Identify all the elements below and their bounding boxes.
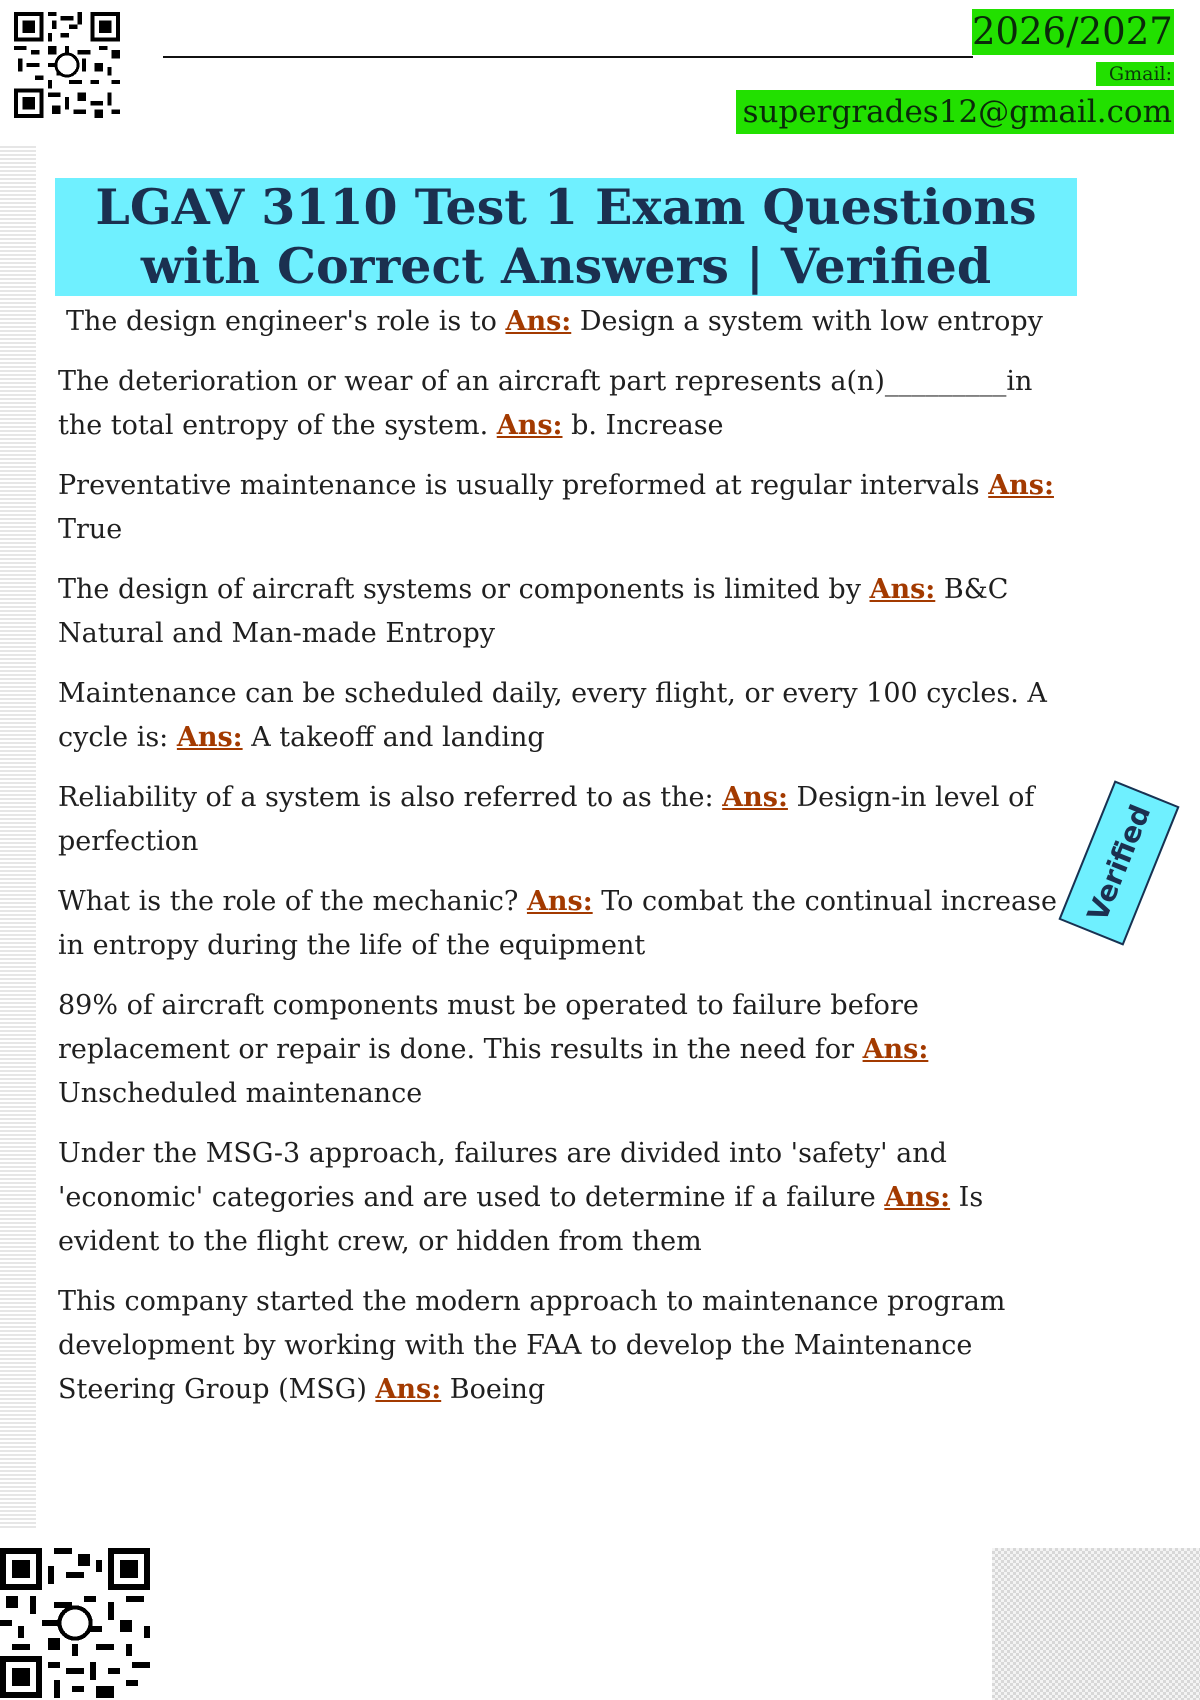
question-text: What is the role of the mechanic? [58,886,527,917]
answer-text: True [58,514,123,545]
ans-label: Ans: [496,410,563,441]
qa-item [58,776,1068,864]
answer-text: Unscheduled maintenance [58,1078,423,1109]
question-text: 89% of aircraft components must be operated to failure before replacement or repair is done. This results in the need for [58,990,919,1065]
question-text: Maintenance can be scheduled daily, every flight, or every 100 cycles. A cycle is: [58,678,1047,753]
ans-label: Ans: [862,1034,929,1065]
qa-item [58,464,1068,552]
verified-stamp-text: Verified [1080,800,1158,926]
qa-list [58,300,1068,1428]
question-text: The deterioration or wear of an aircraft part represents a(n)_________in the total entropy of the system. [58,366,1033,441]
qr-code-bottom-icon[interactable] [0,1546,150,1700]
ans-label: Ans: [988,470,1054,501]
ans-label: Ans: [505,306,572,337]
year-badge: 2026/2027 [972,10,1173,53]
question-text: Reliability of a system is also referred to as the: [58,782,723,813]
question-text: Under the MSG-3 approach, failures are divided into 'safety' and 'economic' categories and are used to determine if a failure [58,1138,947,1213]
answer-text: B&C Natural and Man-made Entropy [58,574,1009,649]
title-line-1: LGAV 3110 Test 1 Exam Questions [95,178,1037,236]
question-text: Preventative maintenance is usually preformed at regular intervals [58,470,989,501]
page-title [55,178,1077,296]
answer-text: Is evident to the flight crew, or hidden from them [58,1182,984,1257]
ans-label: Ans: [176,722,243,753]
ans-label: Ans: [526,886,593,917]
header-rule [163,56,973,58]
answer-text: Design a system with low entropy [571,306,1043,337]
qa-item [58,568,1068,656]
title-line-2: with Correct Answers | Verified [140,237,992,295]
ans-label: Ans: [884,1182,951,1213]
question-text: The design engineer's role is to [66,306,506,337]
ans-label: Ans: [722,782,788,813]
answer-text: To combat the continual increase in entropy during the life of the equipment [58,886,1057,961]
qa-item [58,984,1068,1116]
ans-label: Ans: [375,1374,442,1405]
ans-label: Ans: [869,574,936,605]
qa-item [58,1132,1068,1264]
qa-item [58,300,1068,344]
qa-item [58,360,1068,448]
qa-item [58,1280,1068,1412]
answer-text: Design-in level of perfection [58,782,1035,857]
question-text: The design of aircraft systems or components is limited by [58,574,870,605]
verified-stamp [1058,780,1179,945]
question-text: This company started the modern approach to maintenance program development by working with the FAA to develop the Maintenance Steering Group (MSG) [58,1286,1006,1405]
checker-pattern [992,1548,1200,1700]
answer-text: A takeoff and landing [242,722,545,753]
answer-text: Boeing [441,1374,546,1405]
email-link[interactable]: supergrades12@gmail.com [736,90,1174,134]
left-margin-stripe [0,146,36,1530]
qr-code-top-icon[interactable] [14,12,120,118]
qa-item [58,672,1068,760]
gmail-label: Gmail: [1096,62,1174,86]
qa-item [58,880,1068,968]
answer-text: b. Increase [562,410,724,441]
